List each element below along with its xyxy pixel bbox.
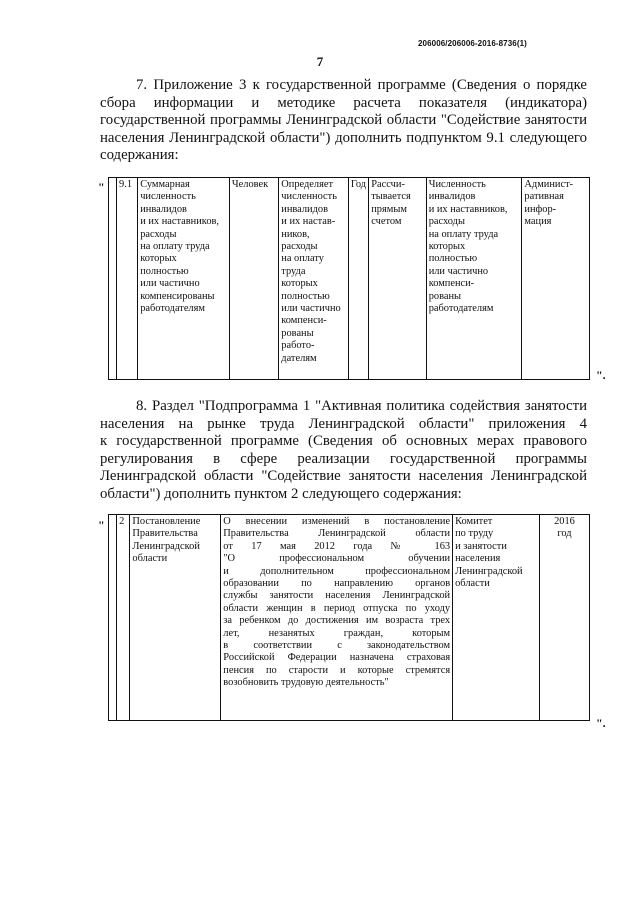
item7-line: сбора информации и методике расчета показателя (индикатора) (100, 94, 587, 111)
table1-base-line: или частично (428, 265, 489, 277)
table2-executor-line: Ленинградской (455, 565, 523, 577)
table1-definition-line: инвалидов (281, 203, 329, 215)
table2-content-line: Российской Федерации назначена страховая (223, 652, 451, 664)
table1-definition-line: рованы (281, 327, 314, 339)
table1-name-line: полностью (140, 265, 189, 277)
table2-year-line: год (557, 528, 572, 540)
table1-name-line: на оплату труда (140, 241, 210, 253)
table1-base-line: расходы (428, 216, 465, 228)
table1-definition-line: ников, (281, 228, 310, 240)
table2-content-line: Правительства Ленинградской области (223, 528, 451, 540)
table2-content-line: пенсия по старости и которые стремятся (223, 664, 451, 676)
table2-content-line: за ребенком до достижения им возраста трех (223, 615, 451, 627)
table1-source-line: Админист- (524, 179, 574, 190)
table1-name-line: которых (140, 253, 177, 265)
table2-type-line: Правительства (132, 528, 198, 540)
table1-base-line: компенси- (428, 278, 475, 290)
table1-definition-line: на оплату (281, 253, 324, 265)
table1-name-line: Суммарная (140, 179, 190, 190)
table1-method-line: прямым (371, 203, 407, 215)
table1-definition-line: компенси- (281, 315, 327, 327)
table1-method-cell (369, 178, 426, 380)
table1-name-line: работодателям (140, 303, 205, 315)
table2-executor-line: Комитет (455, 516, 493, 527)
table2-num-cell: 2 (117, 515, 130, 721)
table2-close-quote: ". (596, 716, 606, 730)
table1-base-cell (426, 178, 522, 380)
table1-definition-line: расходы (281, 241, 318, 253)
table2-content-line: образовании по направлению органов (223, 578, 451, 590)
table2-content-line: от 17 мая 2012 года № 163 (223, 540, 451, 552)
table1-name-line: численность (140, 191, 196, 203)
table2-type-cell (130, 515, 221, 721)
item7-line: содержания: (100, 147, 179, 164)
table-row (109, 515, 590, 721)
table1-num-cell: 9.1 (117, 178, 138, 380)
table1-definition-line: работо- (281, 340, 315, 352)
table1-period-cell (348, 178, 368, 380)
item8-line: области") дополнить пунктом 2 следующего содержания: (100, 485, 462, 502)
table2-type-line: Ленинградской (132, 540, 200, 552)
table2-executor-line: и занятости (455, 540, 507, 552)
table1-source-cell (522, 178, 590, 380)
table1-open-quote: " (98, 180, 105, 194)
table-indicator-9-1 (108, 177, 590, 380)
table2-year-cell (539, 515, 589, 721)
table1-name-line: расходы (140, 228, 177, 240)
table1-source-line: инфор- (524, 203, 557, 215)
table2-content-line: лет, незанятых граждан, которым (223, 627, 451, 639)
table1-base-line: работодателям (428, 303, 494, 315)
item8-line: населения на рынке труда Ленинградской области" приложения 4 (100, 415, 587, 432)
table1-name-line: компенсированы (140, 290, 215, 302)
document-id: 206006/206006-2016-8736(1) (418, 39, 527, 48)
item8-line: регулирования в сфере реализации государственной программы (100, 450, 587, 467)
table1-definition-line: или частично (281, 303, 341, 315)
table2-spacer-cell (109, 515, 117, 721)
table1-definition-line: труда (281, 265, 306, 277)
table1-name-line: и их наставников, (140, 216, 220, 228)
table1-close-quote: ". (596, 368, 606, 382)
table1-definition-line: дателям (281, 352, 317, 364)
item-8-paragraph (100, 398, 587, 504)
page-number: 7 (316, 54, 324, 69)
table2-content-line: области женщин в период отпуска по уходу (223, 602, 451, 614)
table1-base-line: инвалидов (428, 191, 476, 203)
table2-content-cell (221, 515, 453, 721)
table-legal-measure-2 (108, 514, 590, 721)
table-row (109, 178, 590, 380)
table1-name-cell (138, 178, 230, 380)
table2-content-line: и дополнительном профессиональном (223, 565, 451, 577)
item-7-paragraph (100, 77, 587, 165)
table1-source-line: ративная (524, 191, 564, 203)
table1-base-line: которых (428, 241, 466, 253)
item7-line: населения Ленинградской области") дополнить подпунктом 9.1 следующего (100, 129, 587, 146)
table1-definition-line: которых (281, 278, 318, 290)
table1-unit-line: Человек (231, 179, 269, 190)
table1-method-line: счетом (371, 216, 402, 228)
item8-line: 8. Раздел "Подпрограмма 1 "Активная политика содействия занятости (136, 398, 587, 414)
item7-line: 7. Приложение 3 к государственной программе (Сведения о порядке (136, 77, 587, 93)
table1-base-line: рованы (428, 290, 462, 302)
table1-name-line: инвалидов (140, 203, 187, 215)
table1-definition-cell (279, 178, 349, 380)
item8-line: Ленинградской области "Содействие занятости населения Ленинградской (100, 468, 587, 485)
table2-content-line: "О профессиональном обучении (223, 553, 451, 565)
table1-spacer-cell (109, 178, 117, 380)
table1-method-line: тывается (371, 191, 411, 203)
table1-base-line: полностью (428, 253, 478, 265)
table1-base-line: на оплату труда (428, 228, 499, 240)
table2-open-quote: " (98, 518, 105, 532)
table1-definition-line: полностью (281, 290, 330, 302)
table1-base-line: Численность (428, 179, 486, 190)
table1-definition-line: Определяет (281, 179, 334, 190)
table2-year-line: 2016 (554, 516, 575, 527)
table2-type-line: области (132, 553, 168, 565)
item8-line: к государственной программе (Сведения об основных мерах правового (100, 433, 587, 450)
item7-line: государственной программы Ленинградской области "Содействие занятости (100, 112, 587, 129)
table2-content-line: возобновить трудовую деятельность" (223, 677, 389, 689)
table2-executor-line: области (455, 578, 490, 590)
table1-base-line: и их наставников, (428, 203, 508, 215)
table2-executor-cell (453, 515, 540, 721)
table1-definition-line: и их настав- (281, 216, 336, 228)
table2-type-line: Постановление (132, 516, 201, 527)
table2-content-line: О внесении изменений в постановление (223, 516, 451, 527)
table2-content-line: службы занятости населения Ленинградской (223, 590, 451, 602)
table2-executor-line: по труду (455, 528, 494, 540)
table1-name-line: или частично (140, 278, 200, 290)
table1-definition-line: численность (281, 191, 337, 203)
table2-executor-line: населения (455, 553, 501, 565)
table1-period-line: Год (350, 179, 367, 190)
table1-source-line: мация (524, 216, 552, 228)
table1-unit-cell (229, 178, 278, 380)
table2-content-line: в соответствии с законодательством (223, 640, 451, 652)
table1-method-line: Рассчи- (371, 179, 405, 190)
